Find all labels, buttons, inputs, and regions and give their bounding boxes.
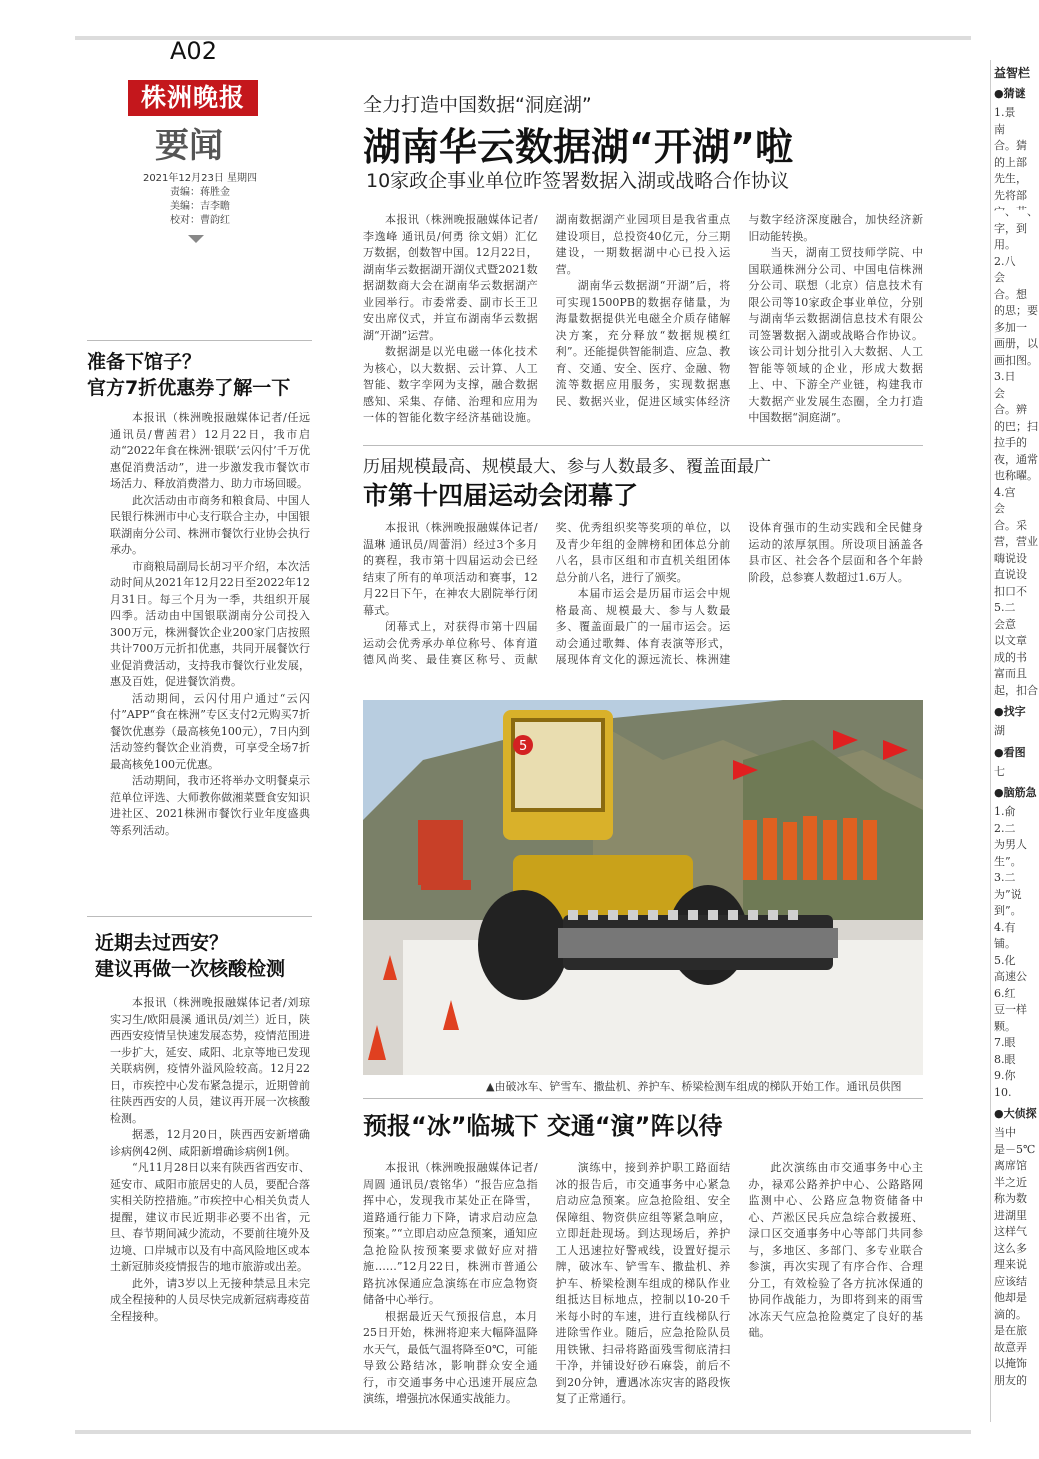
puzzle-line: 会意: [994, 617, 1016, 631]
puzzle-line: 6.红: [994, 986, 1016, 1000]
puzzle-line: 1.景: [994, 106, 1016, 119]
puzzle-line: 这样气: [994, 1225, 1027, 1238]
machine-number: 5: [519, 739, 528, 754]
puzzle-line: 理来说: [994, 1258, 1027, 1271]
paragraph: 此次活动由市商务和粮食局、中国人民银行株洲市中心支行联合主办，中国银联湖南分公司、株洲市餐饮行业协会执行承办。: [110, 493, 310, 556]
puzzle-section-text: [991, 105, 1039, 699]
paragraph: 本报讯（株洲晚报融媒体记者/李逸峰 通讯员/何勇 徐文娟）汇亿万数据，创数智中国。12月22日，湖南华云数据湖开湖仪式暨2021数据湖数商大会在湖南华云数据湖产业园举行。市委常委、副市长王卫安出席仪式，并宣布湖南华云数据湖“开湖”运营。: [363, 213, 538, 342]
puzzle-line: 他却是: [994, 1291, 1027, 1304]
puzzle-line: 扣口不: [994, 584, 1027, 598]
ice-body: [363, 1160, 923, 1425]
puzzle-line: 3.日: [994, 370, 1016, 383]
paragraph: 此次演练由市交通事务中心主办，禄邓公路养护中心、公路路网监测中心、公路应急物资储备中心、芦淞区民兵应急综合救援班、渌口区交通事务中心等部门共同参与，多地区、多部门、多专业联合参演，再次实现了有序合作、合理分工，有效检验了各方抗冰保通的协同作战能力，为即将到来的雨雪冰冻天气应急抢险奠定了良好的基础。: [748, 1161, 923, 1339]
paragraph: 市商粮局副局长胡习平介绍，本次活动时间从2021年12月22日至2022年12月31日。每三个月为一季，共组织开展四季。活动由中国银联湖南分公司投入300万元，株洲餐饮企业200家门店按照共计700万元折扣优惠，共同开展餐饮行业促消费活动，支持我市餐饮行业发展，惠及百姓，促进餐饮消费。: [110, 559, 310, 688]
puzzle-line: 富而且: [994, 667, 1027, 680]
puzzle-line: 2.八: [994, 254, 1016, 268]
puzzle-line: 1.俞: [994, 805, 1016, 818]
puzzle-line: 滴的。: [994, 1307, 1027, 1321]
ice-headline: 预报“冰”临城下 交通“演”阵以待: [363, 1112, 723, 1140]
puzzle-line: 的思；要: [994, 304, 1038, 317]
puzzle-line: 5.化: [994, 953, 1016, 967]
proofreader-credit: 校对：曹韵红: [170, 215, 230, 226]
puzzle-line: 为”说: [994, 887, 1022, 901]
designer-credit: 美编：吉李瞻: [170, 201, 230, 212]
paragraph: 湖南华云数据湖“开湖”后，将可实现1500PB的数据存储量，为海量数据提供光电磁全介质存储解决方案，充分释放“数据规模红利”。还能提供智能制造、应急、教育、交通、安全、医疗、金融、物流等数据应用服务，实现数据惠民、数据兴业，促进区域实体经济与数字经济深度融合，加快经济新旧动能转换。: [555, 213, 923, 408]
puzzle-line: 营，营业: [994, 535, 1038, 548]
puzzle-line: 高速公: [994, 970, 1027, 983]
sidebar-divider: [87, 340, 312, 341]
lead-subheadline: 10家政企事业单位昨签署数据入湖或战略合作协议: [366, 170, 790, 192]
paragraph: 本报讯（株洲晚报融媒体记者/周圆 通讯员/袁铭华）“报告应急指挥中心，发现我市某处正在降雪，道路通行能力下降，请求启动应急预案。”“立即启动应急预案，通知应急抢险队按预案要求做好应对措施……”12月22日，株洲市普通公路抗冰保通应急演练在市应急物资储备中心举行。: [363, 1161, 538, 1306]
puzzle-line: 的上部: [994, 155, 1027, 169]
paragraph: 活动期间，我市还将举办文明餐桌示范单位评选、大师教你做湘菜暨食安知识进社区、2021株洲市餐饮行业年度盛典等系列活动。: [110, 774, 310, 837]
puzzle-section-text: [991, 764, 1039, 781]
puzzle-section-title: ●找字: [994, 705, 1026, 718]
puzzle-line: 夜，通常: [994, 452, 1038, 466]
puzzle-line: 拉手的: [994, 436, 1027, 449]
puzzle-line: 8.眼: [994, 1052, 1016, 1066]
paragraph: 本报讯（株洲晚报融媒体记者/温琳 通讯员/周蕾涓）经过3个多月的赛程，我市第十四届运动会已经结束了所有的单项活动和赛事，12月22日下午，在神农大剧院举行闭幕式。: [363, 521, 538, 617]
puzzle-line: 朋友的: [994, 1373, 1027, 1387]
masthead-meta: [130, 172, 270, 228]
paragraph: 本报讯（株洲晚报融媒体记者/刘琼 实习生/欧阳晨溪 通讯员/刘兰）近日，陕西西安疫情呈快速发展态势，疫情范围进一步扩大，延安、咸阳、北京等地已发现关联病例，疫情外溢风险较高。12月22日，市疾控中心发布紧急提示，近期曾前往陕西西安的人员，建议再开展一次核酸检测。: [110, 996, 310, 1125]
puzzle-section-text: [991, 1125, 1039, 1389]
puzzle-line: 颗。: [994, 1019, 1016, 1033]
puzzle-line: 多加一: [994, 320, 1027, 334]
puzzle-line: 这么多: [994, 1241, 1027, 1255]
lead-kicker: 全力打造中国数据“洞庭湖”: [363, 94, 592, 116]
paragraph: 数据湖是以光电磁一体化技术为核心，以大数据、云计算、人工智能、数字孪网为支撑，融合数据感知、采集、存储、治理和应用为一体的智能化数字经济基础设施。湖南数据湖产业园项目是我省重点建设项目，总投资40亿元，分三期建设，一期数据湖中心已投入运营。: [363, 213, 731, 424]
puzzle-line: 以文章: [994, 634, 1027, 647]
puzzle-line: 豆一样: [994, 1003, 1027, 1016]
puzzle-line: 画扣图。: [994, 353, 1038, 367]
paragraph: 演练中，接到养护职工路面结冰的报告后，市交通事务中心紧急启动应急预案。应急抢险组、安全保障组、物资供应组等紧急响应，立即赶赴现场。到达现场后，养护工人迅速拉好警戒线，设置好提示牌，破冰车、铲雪车、撒盐机、养护车、桥梁检测车组成的梯队作业组抵达目标地点，控制以10-20千米每小时的车速，进行直线梯队行进除雪作业。随后，应急抢险队员用铁锹、扫帚将路面残雪彻底清扫干净，并铺设好砂石麻袋，前后不到20分钟，遭遇冰冻灾害的路段恢复了正常通行。: [555, 1161, 731, 1405]
puzzle-line: 的巴；扫: [994, 419, 1038, 433]
sports-headline: 市第十四届运动会闭幕了: [363, 481, 639, 510]
puzzle-line: 宀、艹、: [994, 205, 1038, 218]
puzzle-line: 嗨说设: [994, 551, 1027, 565]
puzzle-line: 半之近: [994, 1175, 1027, 1189]
puzzle-section-title: ●大侦探: [994, 1107, 1037, 1120]
puzzle-line: 先生，: [994, 172, 1027, 185]
loader-scene-illustration: [363, 700, 923, 1075]
puzzle-line: 是在旅: [994, 1324, 1027, 1337]
puzzle-line: 9.你: [994, 1069, 1016, 1082]
puzzle-line: 2.二: [994, 821, 1016, 835]
paragraph: 当天，湖南工贸技师学院、中国联通株洲分公司、中国电信株洲分公司、联想（北京）信息技术有限公司等10家政企事业单位，分别与湖南华云数据湖信息技术有限公司签署数据入湖或战略合作协议。该公司计划分批引入大数据、人工智能等领域的企业，形成大数据上、中、下游全产业链，构建我市大数据产业发展生态圈，全力打造中国数据“洞庭湖”。: [748, 246, 923, 424]
editor-credit: 责编：蒋胜金: [170, 187, 230, 198]
puzzle-section-title: ●猜谜: [994, 87, 1026, 100]
puzzle-line: 5.二: [994, 601, 1016, 614]
puzzle-line: 4.宫: [994, 485, 1016, 499]
puzzle-line: 3.二: [994, 871, 1016, 884]
puzzle-line: 用。: [994, 238, 1016, 251]
puzzle-section-text: [991, 723, 1039, 740]
puzzle-line: 故意弄: [994, 1340, 1027, 1354]
puzzle-line: 会: [994, 271, 1005, 284]
sports-body: [363, 520, 923, 678]
paragraph: 本届市运会是历届市运会中规格最高、规模最大、参与人数最多、覆盖面最广的一届市运会。运动会通过歌舞、体育表演等形式，展现体育文化的源远流长、株洲建设体育强市的生动实践和全民健身运动的浓厚氛围。所设项目涵盖各县市区、社会各个层面和各个年龄阶段，总参赛人数超过1.6万人。: [555, 521, 923, 666]
puzzle-line: 当中: [994, 1126, 1016, 1139]
puzzle-line: 是－5℃: [994, 1142, 1036, 1156]
puzzle-line: 进湖里: [994, 1208, 1027, 1222]
puzzle-line: 合。辨: [994, 403, 1027, 416]
puzzle-line: 为男人: [994, 838, 1027, 851]
sidebar-story-2-body: [110, 995, 310, 1325]
puzzle-section-title: ●脑筋急: [994, 786, 1037, 799]
puzzle-line: 10.: [994, 1085, 1012, 1099]
puzzle-line: 直说设: [994, 568, 1027, 581]
paragraph: 据悉，12月20日，陕西西安新增确诊病例42例、咸阳新增确诊病例1例。: [110, 1128, 310, 1158]
paragraph: 活动期间，云闪付用户通过“云闪付”APP“食在株洲”专区支付2元购买7折餐饮优惠券（最高核免100元），7日内到活动签约餐饮企业消费，可享受全场7折最高核免100元优惠。: [110, 691, 310, 771]
puzzle-section-text: [991, 804, 1039, 1101]
photo-caption: ▲由破冰车、铲雪车、撒盐机、养护车、桥梁检测车组成的梯队开始工作。通讯员供图: [486, 1080, 902, 1093]
sidebar-story-1-body: [110, 410, 310, 839]
puzzle-line: 铺。: [994, 937, 1016, 950]
sports-kicker: 历届规模最高、规模最大、参与人数最多、覆盖面最广: [363, 457, 771, 477]
puzzle-line: 七: [994, 764, 1005, 778]
puzzle-line: 到”。: [994, 904, 1022, 917]
puzzle-column: [990, 60, 1039, 1422]
paragraph: 本报讯（株洲晚报融媒体记者/任远 通讯员/曹茜君）12月22日，我市启动“2022年食在株洲·银联‘云闪付’千万优惠促消费活动”，进一步激发我市餐饮市场活力、释放消费潜力、助力市场回暖。: [110, 411, 310, 490]
puzzle-line: 应该结: [994, 1274, 1027, 1288]
puzzle-line: 画册，以: [994, 337, 1038, 350]
puzzle-line: 会: [994, 386, 1005, 400]
paragraph: 闭幕式上，对获得市第十四届运动会优秀承办单位称号、体育道德风尚奖、最佳赛区称号、贡献奖、优秀组织奖等奖项的单位，以及青少年组的金牌榜和团体总分前八名，县市区组和市直机关组团体总分前八名，进行了颁奖。: [363, 521, 731, 666]
paragraph: 此外，请3岁以上无接种禁忌且未完成全程接种的人员尽快完成新冠病毒疫苗全程接种。: [110, 1276, 310, 1323]
sidebar-divider: [87, 916, 312, 917]
page-number: A02: [170, 37, 217, 65]
puzzle-line: 起，扣合: [994, 683, 1038, 697]
section-title: 要闻: [155, 126, 223, 166]
story-divider: [363, 445, 923, 446]
puzzle-section-title: ●看图: [994, 745, 1026, 759]
lead-headline: 湖南华云数据湖“开湖”啦: [363, 125, 793, 169]
puzzle-line: 合。想: [994, 287, 1027, 301]
issue-date: 2021年12月23日 星期四: [142, 173, 258, 184]
puzzle-line: 会: [994, 502, 1005, 515]
sidebar-story-1-headline: 准备下馆子？ 官方7折优惠券了解一下: [87, 351, 291, 399]
puzzle-line: 称为数: [994, 1192, 1027, 1205]
puzzle-line: 字，到: [994, 221, 1027, 235]
story-divider: [363, 1098, 923, 1099]
puzzle-line: 7.眼: [994, 1036, 1016, 1049]
puzzle-line: 离席馆: [994, 1159, 1027, 1172]
puzzle-line: 以掩饰: [994, 1357, 1027, 1370]
puzzle-line: 合。采: [994, 518, 1027, 532]
puzzle-line: 先将部: [994, 188, 1027, 202]
lead-body: [363, 212, 923, 442]
puzzle-column-title: 益智栏: [994, 66, 1031, 80]
puzzle-line: 也称曜。: [994, 469, 1038, 482]
sidebar-story-2-headline: 近期去过西安？ 建议再做一次核酸检测: [95, 932, 286, 980]
puzzle-line: 成的书: [994, 650, 1027, 664]
newspaper-logo: 株洲晚报: [128, 80, 258, 116]
puzzle-line: 4.有: [994, 920, 1016, 934]
bottom-rule: [75, 1430, 971, 1434]
paragraph: “凡11月28日以来有陕西省西安市、延安市、咸阳市旅居史的人员，要配合落实相关防控措施。”市疾控中心相关负责人提醒，建议市民近期非必要不出省，元旦、春节期间减少流动，不要前往境外及边境、口岸城市以及有中高风险地区或本土新冠肺炎疫情报告的地市旅游或出差。: [110, 1161, 310, 1273]
puzzle-column-body: [991, 85, 1039, 1389]
puzzle-line: 湖: [994, 724, 1005, 737]
chevron-down-icon: [188, 235, 204, 243]
puzzle-line: 合。猜: [994, 139, 1027, 152]
puzzle-line: 南: [994, 122, 1005, 136]
puzzle-line: 生”。: [994, 854, 1022, 868]
news-photo: [363, 700, 923, 1075]
paragraph: 根据最近天气预报信息，本月25日开始，株洲将迎来大幅降温降水天气，最低气温将降至0℃，可能导致公路结冰，影响群众安全通行，市交通事务中心迅速开展应急演练，增强抗冰保通实战能力。: [363, 1309, 538, 1405]
